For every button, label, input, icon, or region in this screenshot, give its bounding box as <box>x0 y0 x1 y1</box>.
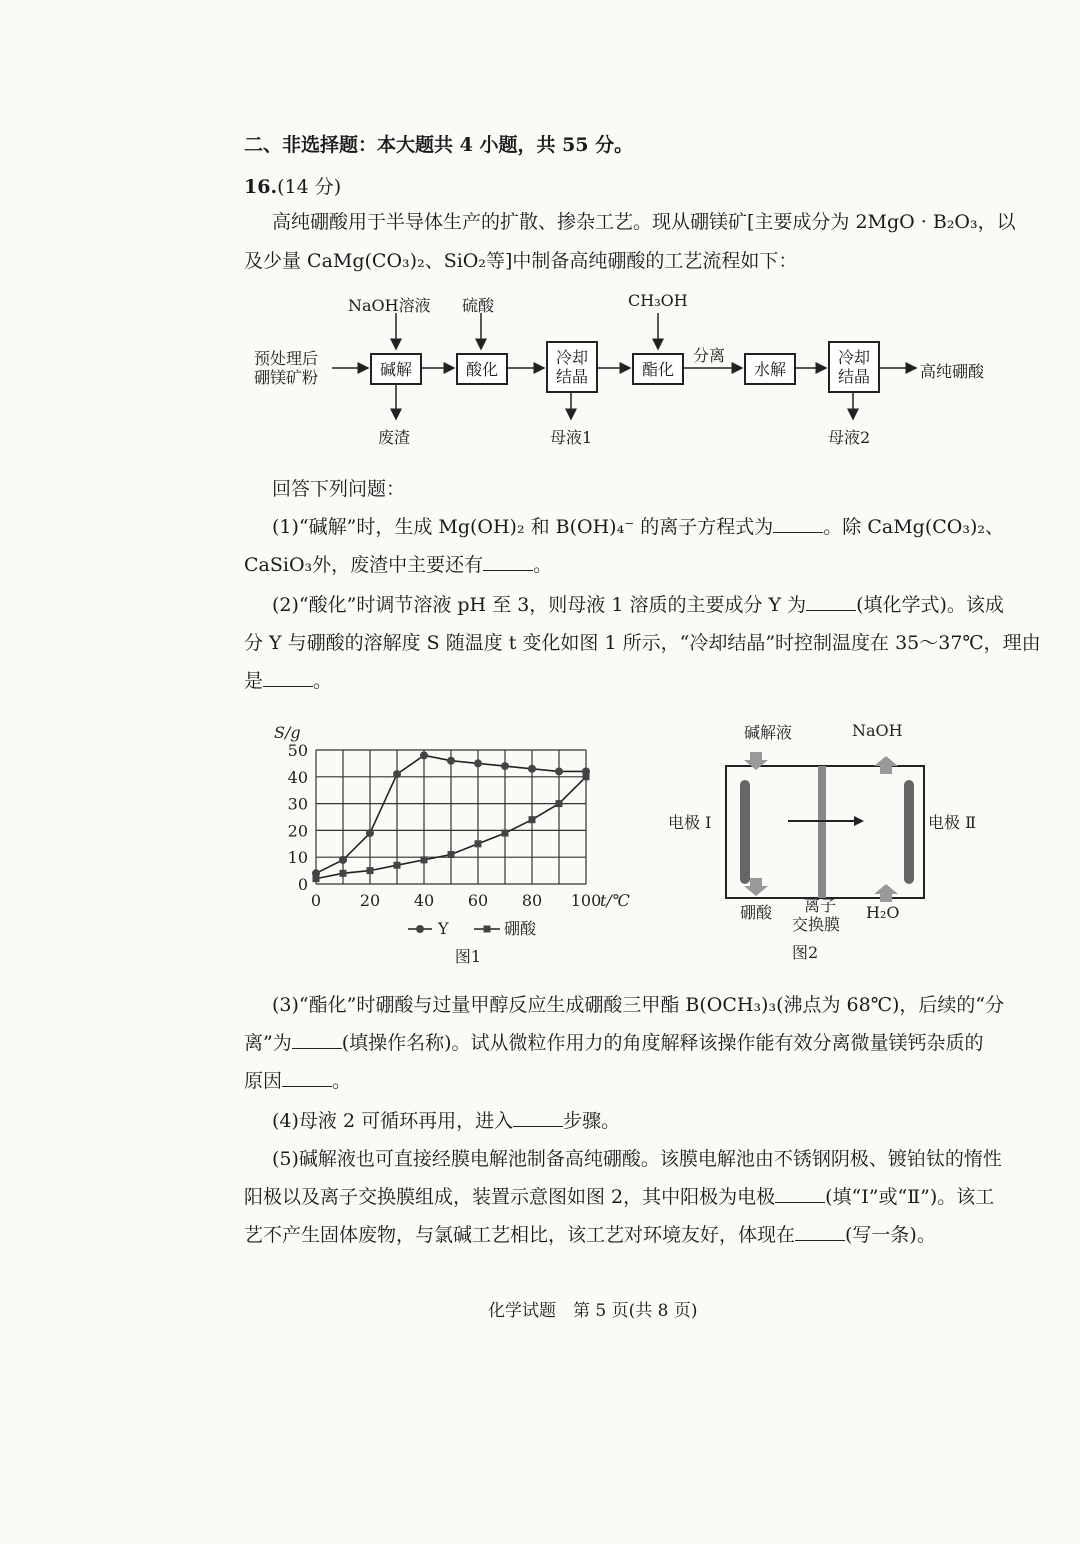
process-flow-diagram <box>240 285 1020 455</box>
q2-line-3: 是 。 <box>244 670 333 692</box>
series-y-point <box>528 765 536 773</box>
fig2-left-electrode-label: 电极 Ⅰ <box>668 813 712 832</box>
answer-blank[interactable] <box>773 518 823 533</box>
y-axis-label: S/g <box>274 723 301 742</box>
flow-start: 预处理后 硼镁矿粉 <box>254 349 319 387</box>
electrode-1 <box>740 780 750 884</box>
inflow-arrow-icon <box>874 884 898 902</box>
series-boric-acid-point <box>313 875 320 882</box>
y-tick-label: 50 <box>287 741 308 760</box>
step-cool-crystallize-2: 冷却 结晶 <box>828 341 880 393</box>
series-y-point <box>366 829 374 837</box>
answer-blank[interactable] <box>292 1034 342 1049</box>
section-title: 二、非选择题：本大题共 4 小题，共 55 分。 <box>244 134 634 156</box>
x-tick-label: 100 <box>570 891 602 910</box>
q4-line: (4)母液 2 可循环再用，进入 步骤。 <box>272 1110 621 1132</box>
x-tick-label: 0 <box>310 891 322 910</box>
fig2-top-left-label: 碱解液 <box>744 723 793 742</box>
answer-blank[interactable] <box>263 672 313 687</box>
x-tick-label: 40 <box>413 891 435 910</box>
intro-line-1: 高纯硼酸用于半导体生产的扩散、掺杂工艺。现从硼镁矿[主要成分为 2MgO · B₂O₃，以 <box>272 211 1016 233</box>
question-header <box>244 172 341 199</box>
x-tick-label: 60 <box>467 891 489 910</box>
methanol-label: CH₃OH <box>628 291 688 310</box>
series-boric-acid-point <box>340 870 347 877</box>
series-boric-acid-point <box>529 816 536 823</box>
fig2-bottom-right-label: H₂O <box>866 903 900 922</box>
waste-residue-label: 废渣 <box>378 428 411 447</box>
question-points: (14 分) <box>277 176 342 198</box>
series-boric-acid-point <box>502 830 509 837</box>
series-boric-acid-point <box>421 856 428 863</box>
outflow-arrow-icon <box>874 756 898 774</box>
q5-line-1: (5)碱解液也可直接经膜电解池制备高纯硼酸。该膜电解池由不锈钢阴极、镀铂钛的惰性 <box>272 1148 1002 1170</box>
series-boric-acid-point <box>556 800 563 807</box>
series-boric-acid-point <box>475 840 482 847</box>
q3-line-2: 离”为 (填操作名称)。试从微粒作用力的角度解释该操作能有效分离微量镁钙杂质的 <box>244 1032 984 1054</box>
answer-blank[interactable] <box>795 1226 845 1241</box>
legend-y-label: Y <box>438 919 449 938</box>
sulfuric-acid-label: 硫酸 <box>462 296 495 315</box>
series-boric-acid-point <box>448 851 455 858</box>
series-y-point <box>420 751 428 759</box>
y-tick-label: 10 <box>287 848 308 868</box>
product-label: 高纯硼酸 <box>920 362 985 381</box>
intro-line-2: 及少量 CaMg(CO₃)₂、SiO₂等]中制备高纯硼酸的工艺流程如下： <box>244 250 798 272</box>
q5-line-2: 阳极以及离子交换膜组成，装置示意图如图 2，其中阳极为电极 (填“Ⅰ”或“Ⅱ”)。该工 <box>244 1186 995 1208</box>
q3-line-1: (3)“酯化”时硼酸与过量甲醇反应生成硼酸三甲酯 B(OCH₃)₃(沸点为 68℃)，后续的“分 <box>272 994 1005 1016</box>
fig2-caption: 图2 <box>792 943 819 962</box>
y-tick-label: 0 <box>297 875 308 894</box>
step-alkaline-dissolution: 碱解 <box>370 353 422 385</box>
series-boric-acid-point <box>583 773 590 780</box>
series-boric-acid-point <box>367 867 374 874</box>
q1-line-2: CaSiO₃外，废渣中主要还有 。 <box>244 554 553 576</box>
x-tick-label: 20 <box>359 891 381 910</box>
series-y-point <box>447 757 455 765</box>
mother-liquor-1-label: 母液1 <box>550 428 593 447</box>
solubility-chart <box>260 708 660 968</box>
series-y-point <box>555 767 563 775</box>
step-acidification: 酸化 <box>456 353 508 385</box>
q2-line-2: 分 Y 与硼酸的溶解度 S 随温度 t 变化如图 1 所示，“冷却结晶”时控制温度在 35～37℃，理由 <box>244 632 1041 654</box>
step-hydrolysis: 水解 <box>744 353 796 385</box>
fig2-right-electrode-label: 电极 Ⅱ <box>928 813 976 832</box>
fig2-top-right-label: NaOH <box>852 721 903 740</box>
fig2-membrane-label-1: 离子 <box>804 896 837 915</box>
separation-label: 分离 <box>693 346 726 365</box>
series-y-point <box>339 856 347 864</box>
series-y-point <box>393 770 401 778</box>
legend-boric-acid-marker <box>484 926 491 933</box>
answer-prompt: 回答下列问题： <box>272 478 406 500</box>
q2-line-1: (2)“酸化”时调节溶液 pH 至 3，则母液 1 溶质的主要成分 Y 为 (填化学式)。该成 <box>272 594 1004 616</box>
q3-line-3: 原因 。 <box>244 1070 352 1092</box>
y-tick-label: 20 <box>287 821 308 841</box>
legend-y-marker <box>416 925 424 933</box>
x-axis-label: t/℃ <box>600 891 630 910</box>
x-tick-label: 80 <box>521 891 543 910</box>
electrolysis-cell-diagram <box>668 708 976 968</box>
inflow-arrow-icon <box>744 752 768 770</box>
series-y-point <box>474 759 482 767</box>
electrode-2 <box>904 780 914 884</box>
answer-blank[interactable] <box>775 1188 825 1203</box>
ion-exchange-membrane <box>818 766 826 898</box>
y-tick-label: 30 <box>287 794 308 814</box>
step-esterification: 酯化 <box>632 353 684 385</box>
q1-line-1: (1)“碱解”时，生成 Mg(OH)₂ 和 B(OH)₄⁻ 的离子方程式为 。除 CaMg(CO₃)₂、 <box>272 516 1004 538</box>
chart-title: 图1 <box>454 947 482 966</box>
fig2-membrane-label-2: 交换膜 <box>792 915 841 934</box>
answer-blank[interactable] <box>282 1072 332 1087</box>
q5-line-3: 艺不产生固体废物，与氯碱工艺相比，该工艺对环境友好，体现在 (写一条)。 <box>244 1224 936 1246</box>
legend-boric-acid-label: 硼酸 <box>504 919 537 938</box>
answer-blank[interactable] <box>483 556 533 571</box>
question-number: 16. <box>244 176 278 198</box>
fig2-bottom-left-label: 硼酸 <box>740 903 773 922</box>
answer-blank[interactable] <box>806 596 856 611</box>
mother-liquor-2-label: 母液2 <box>828 428 871 447</box>
y-tick-label: 40 <box>287 767 308 787</box>
series-y-point <box>501 762 509 770</box>
naoh-input-label: NaOH溶液 <box>348 296 431 315</box>
answer-blank[interactable] <box>513 1112 563 1127</box>
page-footer: 化学试题 第 5 页(共 8 页) <box>488 1301 698 1321</box>
series-boric-acid-point <box>394 862 401 869</box>
step-cool-crystallize-1: 冷却 结晶 <box>546 341 598 393</box>
